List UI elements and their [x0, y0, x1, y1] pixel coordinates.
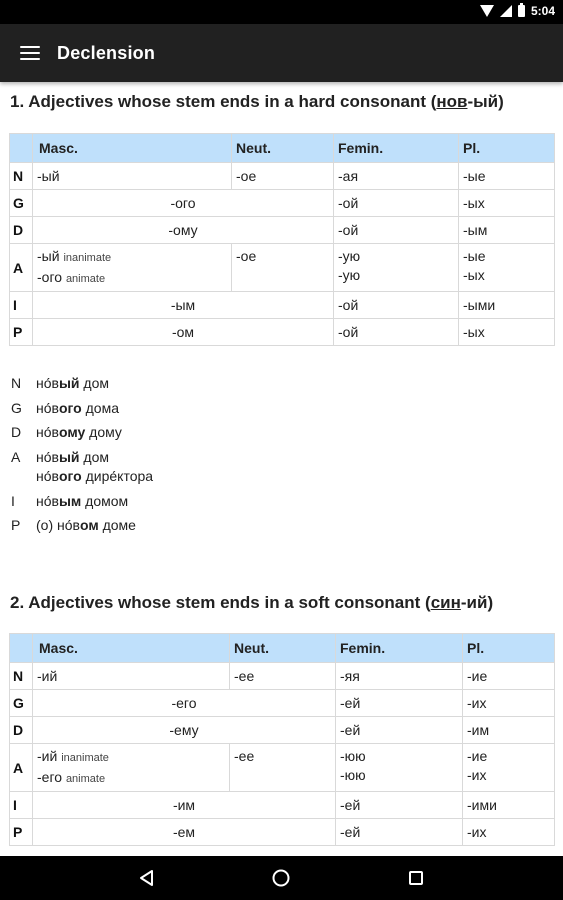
table-row	[10, 690, 555, 717]
page-title: Declension	[57, 42, 156, 63]
case-label: N	[10, 163, 33, 190]
cell-pl: -их	[463, 690, 555, 717]
example-case: G	[11, 399, 22, 416]
table-row	[10, 163, 555, 190]
main-content[interactable]	[0, 82, 563, 856]
cell-masc-neut: -ем	[33, 819, 336, 846]
battery-icon	[518, 5, 525, 17]
case-label: I	[10, 292, 33, 319]
cell-masc	[33, 244, 232, 292]
header-masc: Masc.	[33, 634, 230, 663]
note-inanimate: inanimate	[61, 752, 109, 764]
hamburger-menu-icon[interactable]	[20, 46, 40, 60]
cell-masc: -ий	[33, 663, 230, 690]
cell-pl: -ым	[459, 217, 555, 244]
example-case: I	[11, 492, 15, 509]
header-pl: Pl.	[463, 634, 555, 663]
app-bar	[0, 24, 563, 82]
list-item	[11, 371, 153, 396]
cell-masc-neut: -ого	[33, 190, 334, 217]
example-case: P	[11, 517, 21, 533]
navigation-bar	[0, 856, 563, 900]
table-row	[10, 663, 555, 690]
example-text: но́вый дом	[36, 375, 110, 391]
case-label: A	[10, 244, 33, 292]
cell-pl: -ых	[459, 190, 555, 217]
back-button[interactable]	[127, 858, 167, 898]
table-row	[10, 792, 555, 819]
signal-icon	[500, 5, 512, 17]
cell-pl: -их	[463, 819, 555, 846]
cell-fem: -ей	[336, 792, 463, 819]
cell-masc-neut: -его	[33, 690, 336, 717]
example-text: но́вого дома	[36, 399, 119, 416]
header-fem: Femin.	[336, 634, 463, 663]
cell-fem: -ой	[334, 217, 459, 244]
cell-fem: -ей	[336, 690, 463, 717]
header-neut: Neut.	[232, 134, 334, 163]
list-item	[11, 489, 153, 514]
table-header-row	[10, 634, 555, 663]
cell-masc-neut: -ым	[33, 292, 334, 319]
ending-inanimate: -ий	[37, 748, 58, 764]
case-label: D	[10, 717, 33, 744]
cell-masc-neut: -ему	[33, 717, 336, 744]
status-time: 5:04	[530, 4, 555, 18]
example-case: N	[11, 375, 22, 391]
status-icons	[480, 4, 555, 18]
cell-fem: -ой	[334, 319, 459, 346]
table-row	[10, 319, 555, 346]
cell-masc: -ый	[33, 163, 232, 190]
heading-suffix: -ий)	[460, 593, 494, 612]
list-item	[11, 513, 153, 538]
declension-table-hard	[9, 133, 555, 346]
cell-fem: -ой	[334, 190, 459, 217]
ending-fem-1: -юю	[340, 748, 366, 764]
cell-fem: -ая	[334, 163, 459, 190]
status-bar	[0, 0, 563, 24]
table-row	[10, 292, 555, 319]
case-label: G	[10, 190, 33, 217]
cell-neut: -ое	[232, 163, 334, 190]
header-fem: Femin.	[334, 134, 459, 163]
header-case	[10, 134, 33, 163]
ending-fem-1: -ую	[338, 248, 361, 264]
ending-fem-2: -ую	[338, 267, 361, 283]
list-item	[11, 420, 153, 445]
case-label: I	[10, 792, 33, 819]
example-text: но́вым домом	[36, 492, 129, 509]
recents-square-icon	[407, 869, 425, 887]
cell-pl: -ие	[463, 663, 555, 690]
cell-fem	[336, 744, 463, 792]
ending-pl-1: -ые	[463, 248, 486, 264]
case-label: G	[10, 690, 33, 717]
cell-masc-neut: -ом	[33, 319, 334, 346]
cell-pl: -ые	[459, 163, 555, 190]
back-triangle-icon	[138, 869, 156, 887]
cell-fem: -ей	[336, 819, 463, 846]
cell-pl	[459, 244, 555, 292]
cell-fem: -ой	[334, 292, 459, 319]
ending-pl-2: -их	[467, 767, 487, 783]
cell-fem: -яя	[336, 663, 463, 690]
header-pl: Pl.	[459, 134, 555, 163]
note-animate: animate	[65, 273, 106, 285]
case-label: P	[10, 319, 33, 346]
cell-neut: -ое	[232, 244, 334, 292]
case-label: N	[10, 663, 33, 690]
cell-neut: -ее	[230, 663, 336, 690]
table-row	[10, 244, 555, 292]
ending-pl-2: -ых	[463, 267, 485, 283]
example-text: но́вому дому	[36, 424, 122, 440]
declension-table-soft	[9, 633, 555, 846]
case-label: D	[10, 217, 33, 244]
cell-masc-neut: -им	[33, 792, 336, 819]
example-case: A	[11, 448, 21, 465]
ending-animate: -ого	[37, 269, 63, 285]
heading-text: 2. Adjectives whose stem ends in a soft consonant (	[10, 593, 431, 612]
home-button[interactable]	[261, 858, 301, 898]
case-label: P	[10, 819, 33, 846]
case-label: A	[10, 744, 33, 792]
home-circle-icon	[271, 868, 291, 888]
ending-animate: -его	[37, 769, 63, 785]
cell-masc	[33, 744, 230, 792]
cell-pl: -ими	[463, 792, 555, 819]
table-row	[10, 717, 555, 744]
table-row	[10, 190, 555, 217]
ending-fem-2: -юю	[340, 767, 366, 783]
table-row	[10, 744, 555, 792]
example-case: D	[11, 424, 22, 440]
header-masc: Masc.	[33, 134, 232, 163]
list-item	[11, 396, 153, 421]
table-row	[10, 217, 555, 244]
heading-stem: нов	[436, 92, 468, 111]
cell-fem	[334, 244, 459, 292]
example-text: (о) но́вом доме	[36, 517, 136, 533]
table-row	[10, 819, 555, 846]
section-2-heading	[10, 593, 493, 613]
list-item	[11, 445, 153, 489]
heading-stem: син	[430, 593, 461, 612]
cell-pl	[463, 744, 555, 792]
example-text: но́вый дом но́вого дире́ктора	[36, 448, 154, 484]
heading-suffix: -ый)	[467, 92, 504, 111]
cell-pl: -им	[463, 717, 555, 744]
examples-list	[11, 371, 153, 538]
wifi-icon	[480, 5, 494, 17]
cell-masc-neut: -ому	[33, 217, 334, 244]
ending-inanimate: -ый	[37, 248, 60, 264]
cell-neut: -ее	[230, 744, 336, 792]
note-inanimate: inanimate	[63, 252, 112, 264]
recents-button[interactable]	[396, 858, 436, 898]
header-neut: Neut.	[230, 634, 336, 663]
table-header-row	[10, 134, 555, 163]
heading-text: 1. Adjectives whose stem ends in a hard consonant (	[10, 92, 437, 111]
note-animate: animate	[65, 773, 106, 785]
cell-pl: -ыми	[459, 292, 555, 319]
cell-fem: -ей	[336, 717, 463, 744]
header-case	[10, 634, 33, 663]
ending-pl-1: -ие	[467, 748, 488, 764]
cell-pl: -ых	[459, 319, 555, 346]
section-1-heading	[10, 92, 504, 112]
